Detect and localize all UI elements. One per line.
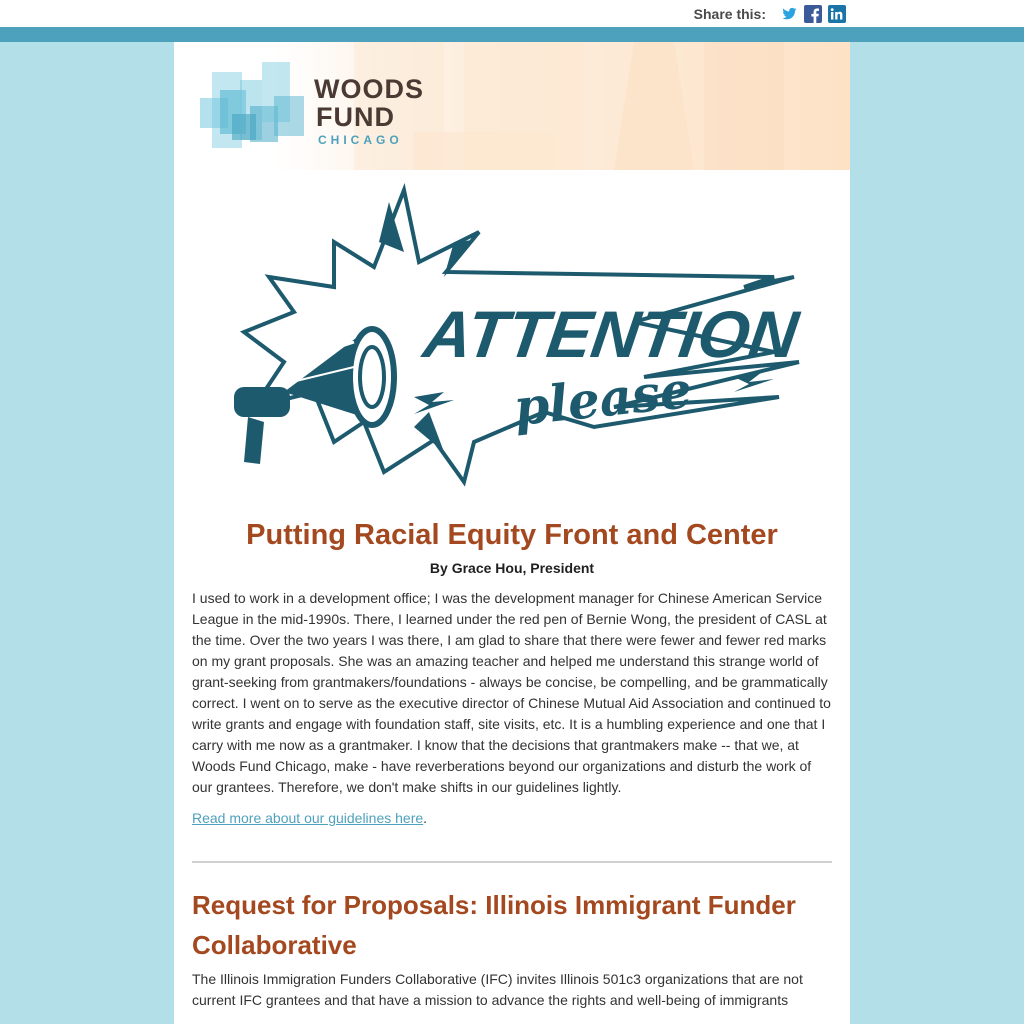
attention-please-illustration — [214, 182, 814, 502]
woods-fund-logo — [198, 60, 438, 152]
header-stripe — [0, 27, 1024, 42]
section2-title: Request for Proposals: Illinois Immigrant Funder Collaborative — [192, 890, 796, 960]
article-title: Putting Racial Equity Front and Center — [246, 519, 778, 551]
logo-line1: WOODS — [314, 74, 424, 104]
hero-word-attention: ATTENTION — [419, 298, 803, 372]
share-label: Share this: — [693, 5, 766, 22]
article-byline: By Grace Hou, President — [429, 560, 595, 576]
logo-line2: FUND — [316, 102, 395, 132]
read-more-line — [192, 808, 832, 829]
header-banner — [174, 42, 850, 170]
share-bar — [694, 0, 846, 27]
facebook-icon[interactable] — [804, 5, 822, 23]
content-area — [192, 514, 832, 1011]
logo-line3: CHICAGO — [318, 133, 403, 147]
twitter-icon[interactable] — [780, 5, 798, 23]
email-card — [174, 42, 850, 1024]
section-divider — [192, 861, 832, 863]
top-bar — [0, 0, 1024, 27]
article-body: I used to work in a development office; I was the development manager for Chinese American Service League in the mid-1990s. There, I learned under the red pen of Bernie Wong, the president of CASL at the time. Over the two years I was there, I am glad to share that there were fewer and fewer red marks on my grant proposals. She was an amazing teacher and helped me understand this strange world of grant-seeking from grantmakers/foundations - always be concise, be compelling, and be grammatically correct. I went on to serve as the executive director of Chinese Mutual Aid Association and continued to write grants and engage with foundation staff, site visits, etc. It is a humbling experience and one that I carry with me now as a grantmaker. I know that the decisions that grantmakers make -- that we, at Woods Fund Chicago, make - have reverberations beyond our organizations and disturb the work of our grantees. Therefore, we don't make shifts in our guidelines lightly. — [192, 590, 831, 795]
read-more-link[interactable]: Read more about our guidelines here — [192, 810, 424, 826]
read-more-suffix: . — [423, 810, 428, 826]
linkedin-icon[interactable] — [828, 5, 846, 23]
hero-word-please: please — [511, 359, 695, 438]
section2-body: The Illinois Immigration Funders Collaborative (IFC) invites Illinois 501c3 organizations that are not current IFC grantees and that have a mission to advance the rights and well-being of immigrants — [192, 971, 803, 1008]
